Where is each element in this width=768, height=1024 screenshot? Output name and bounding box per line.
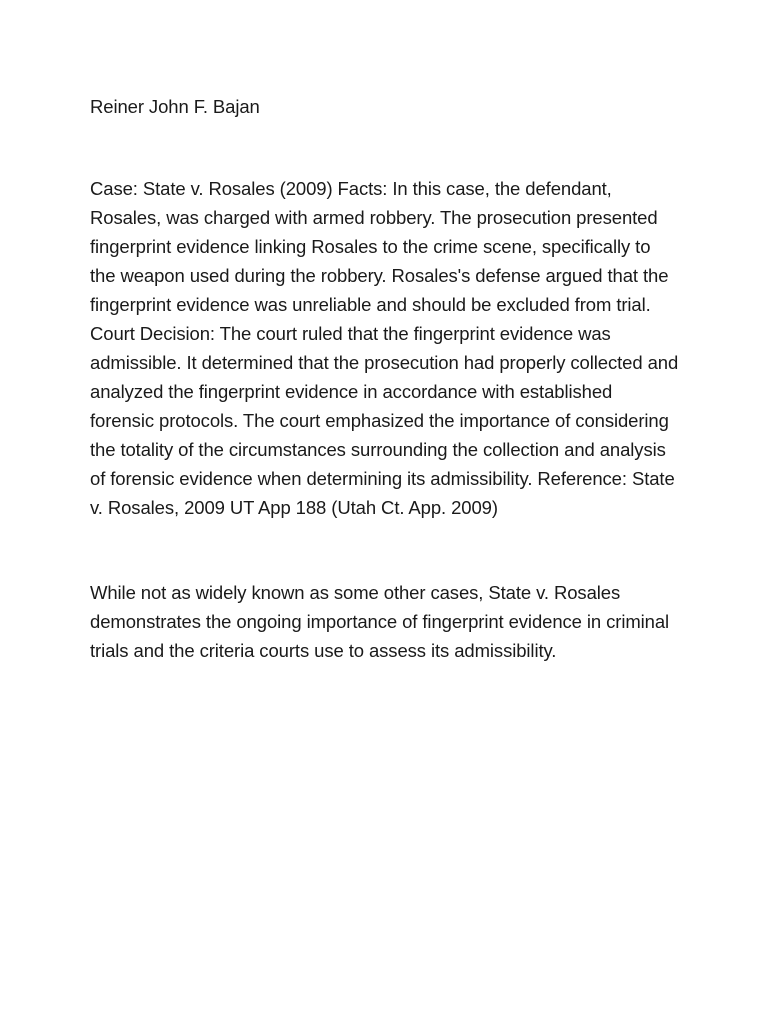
case-summary-paragraph: Case: State v. Rosales (2009) Facts: In this case, the defendant, Rosales, was charged with armed robbery. The prosecution presented fingerprint evidence linking Rosales to the crime scene, specifically to the weapon used during the robbery. Rosales's defense argued that the fingerprint evidence was unreliable and should be excluded from trial. Court Decision: The court ruled that the fingerprint evidence was admissible. It determined that the prosecution had properly collected and analyzed the fingerprint evidence in accordance with established forensic protocols. The court emphasized the importance of considering the totality of the circumstances surrounding the collection and analysis of forensic evidence when determining its admissibility. Reference: State v. Rosales, 2009 UT App 188 (Utah Ct. App. 2009) bbox=[90, 178, 679, 518]
closing-paragraph: While not as widely known as some other cases, State v. Rosales demonstrates the ongoing importance of fingerprint evidence in criminal trials and the criteria courts use to assess its admissibility. bbox=[90, 582, 670, 661]
author-name: Reiner John F. Bajan bbox=[90, 96, 260, 117]
